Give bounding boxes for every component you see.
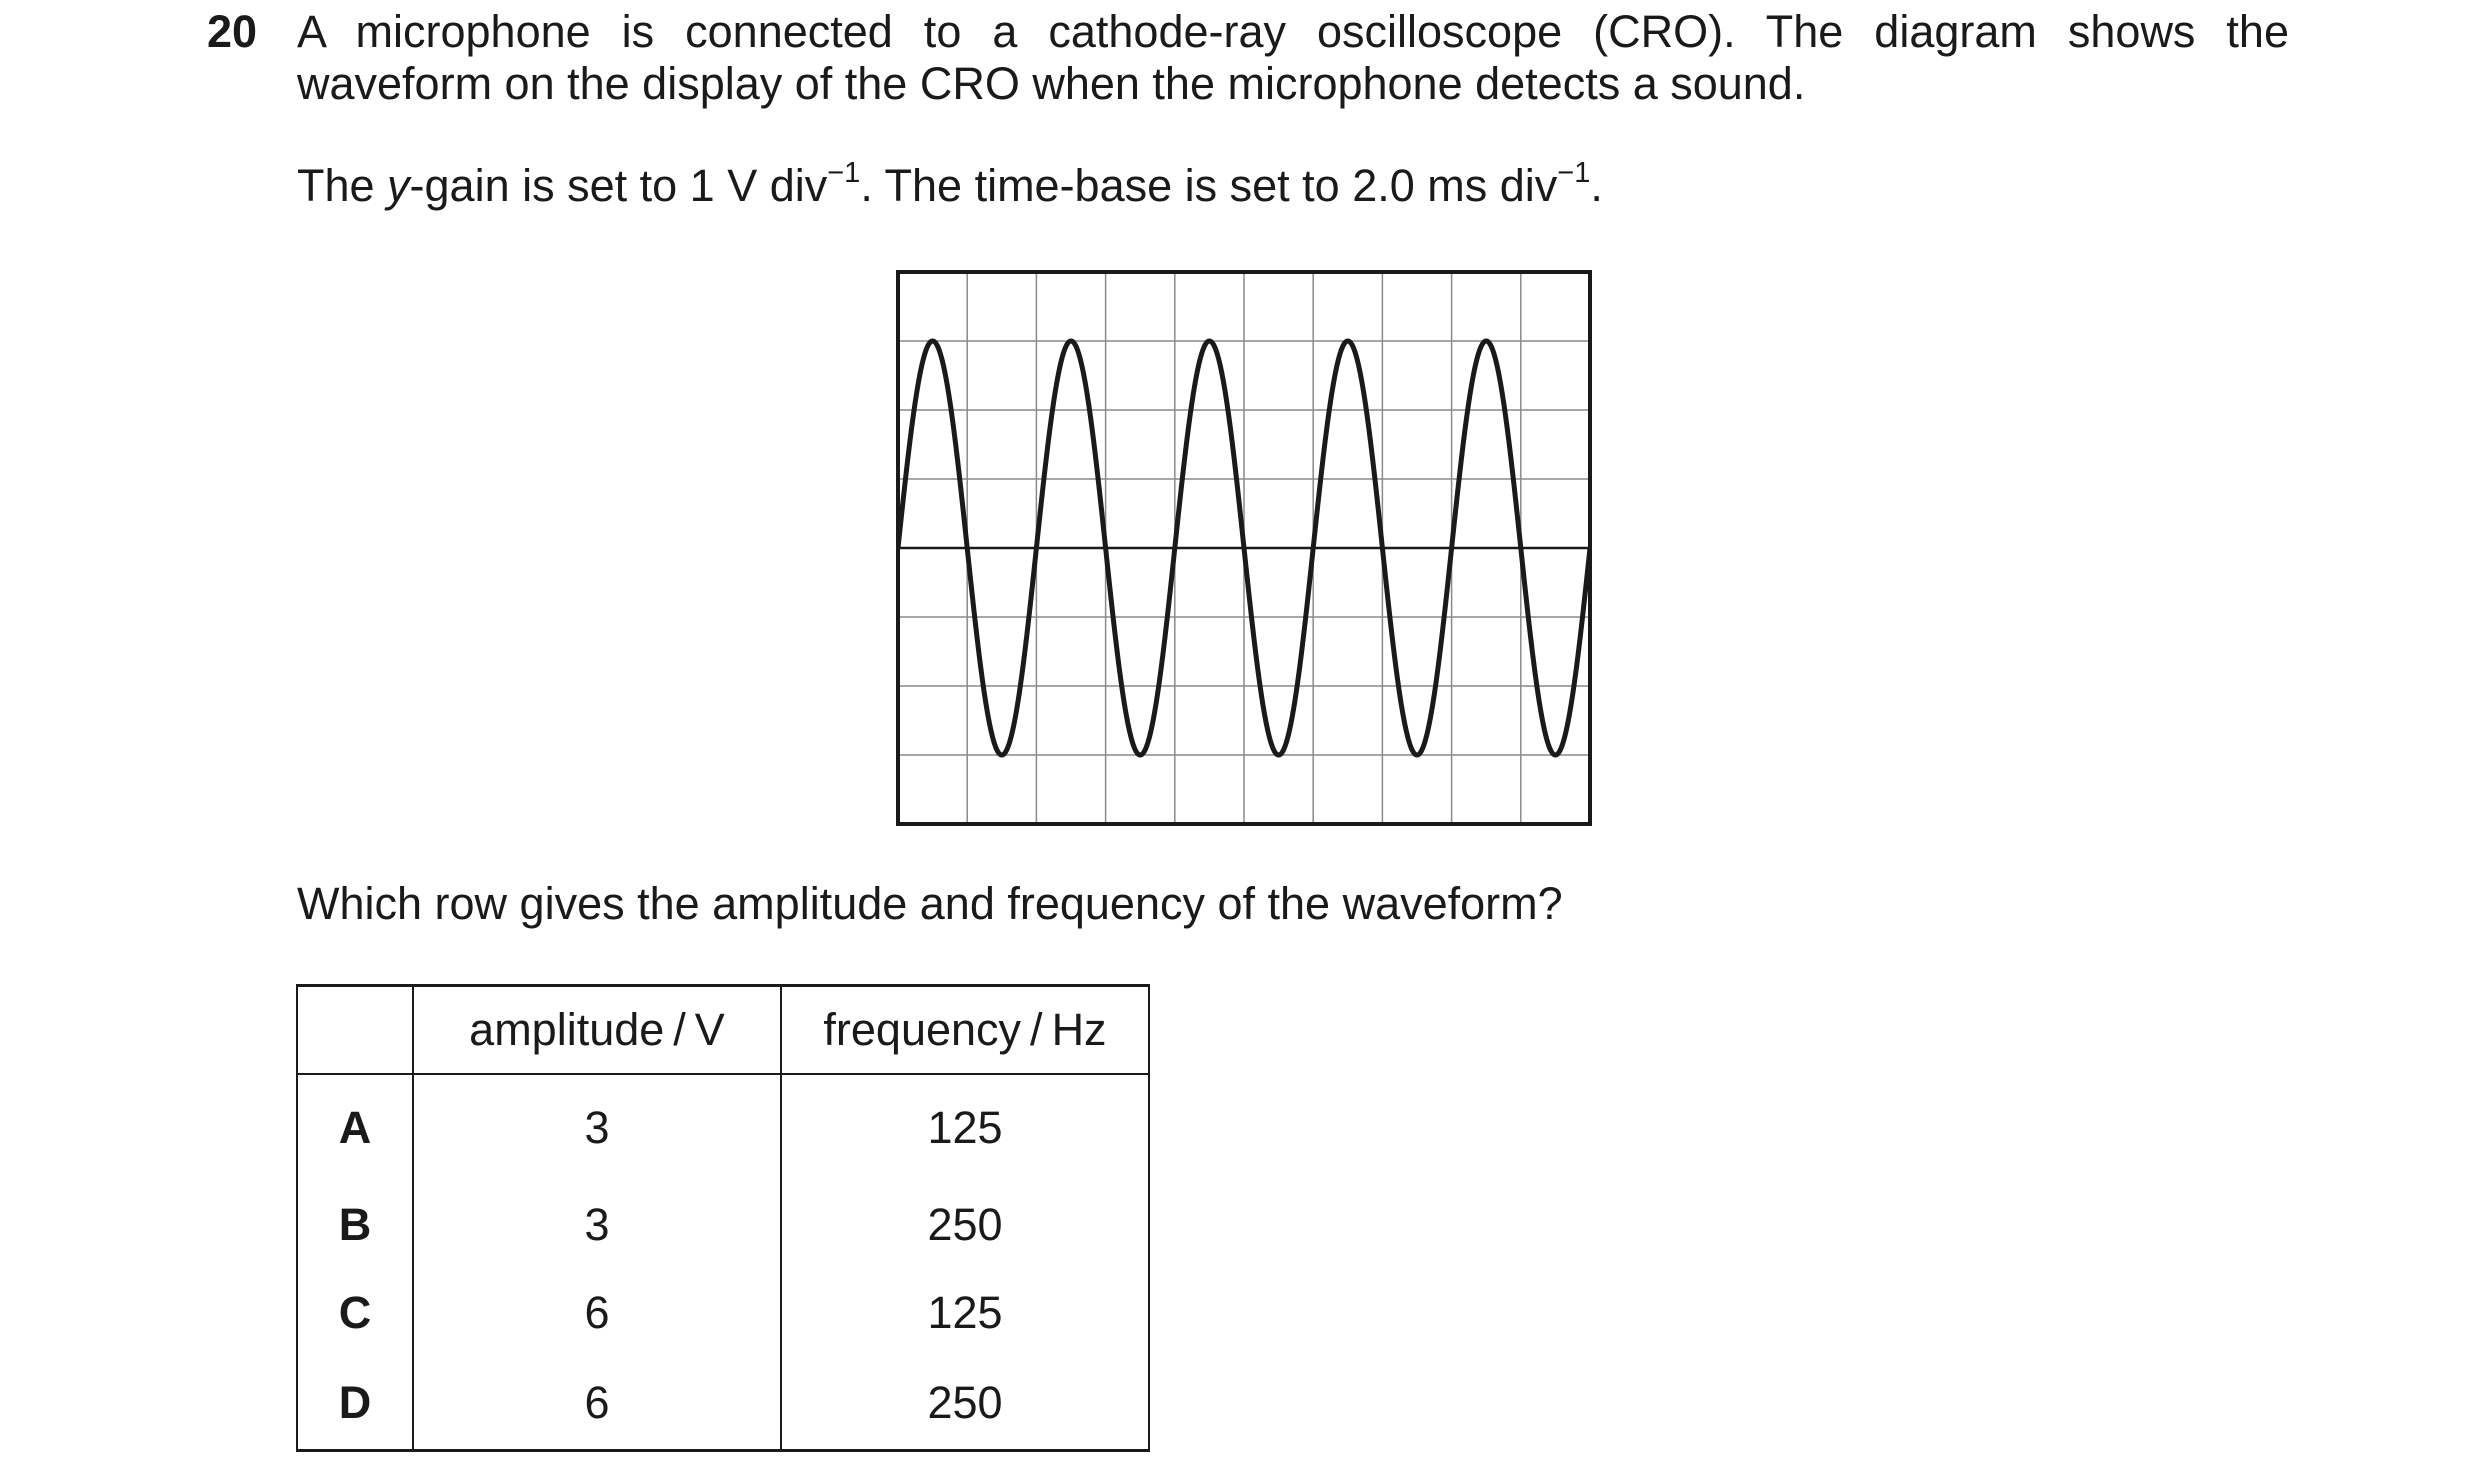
question-number: 20 [207,6,258,57]
answer-row-d[interactable] [297,1357,1149,1451]
header-frequency: frequency / Hz [781,986,1149,1075]
header-option [297,986,413,1075]
frequency-value: 125 [781,1269,1149,1357]
option-letter: A [297,1074,413,1181]
amplitude-value: 3 [413,1181,781,1269]
option-letter: B [297,1181,413,1269]
frequency-value: 250 [781,1357,1149,1451]
answer-table [296,984,1150,1452]
frequency-value: 125 [781,1074,1149,1181]
timebase-end: . [1590,160,1603,211]
amplitude-value: 6 [413,1357,781,1451]
option-letter: C [297,1269,413,1357]
ygain-prefix: The [297,160,388,211]
timebase-exponent: −1 [1557,157,1591,189]
option-letter: D [297,1357,413,1451]
answer-row-b[interactable] [297,1181,1149,1269]
answer-row-a[interactable] [297,1074,1149,1181]
question-prompt: Which row gives the amplitude and frequency of the waveform? [297,878,1563,929]
question-stem [297,6,2289,110]
answer-row-c[interactable] [297,1269,1149,1357]
frequency-value: 250 [781,1181,1149,1269]
ygain-symbol: y [387,160,410,211]
timebase-text: . The time-base is set to 2.0 ms div [860,160,1558,211]
amplitude-value: 6 [413,1269,781,1357]
ygain-text: -gain is set to 1 V div [409,160,828,211]
question-stem-line-1: A microphone is connected to a cathode-ray oscilloscope (CRO). The diagram shows the [297,6,2289,57]
cro-settings [297,157,1603,212]
cro-display [896,270,1592,826]
ygain-exponent: −1 [827,157,861,189]
answer-table-header [297,986,1149,1075]
question-stem-line-2: waveform on the display of the CRO when the microphone detects a sound. [297,58,1806,109]
header-amplitude: amplitude / V [413,986,781,1075]
amplitude-value: 3 [413,1074,781,1181]
